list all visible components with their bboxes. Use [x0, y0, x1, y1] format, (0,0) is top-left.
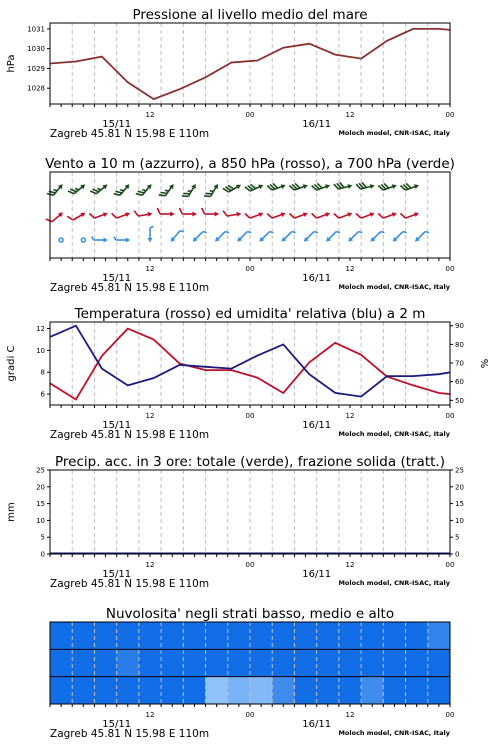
pressure-date-label: 16/11: [302, 119, 332, 130]
cloud-cell-alto: [406, 622, 429, 649]
wind-barb-flag: [89, 212, 94, 219]
rh-y-axis-label: %: [480, 358, 491, 369]
precip-y2-tick-label: 10: [455, 516, 464, 525]
pressure-series-line-point: [257, 60, 258, 61]
rh-y2-tick-label: 80: [455, 340, 464, 349]
cloud-cell-alto: [250, 622, 273, 649]
temp-y-axis-label: gradi C: [6, 345, 17, 382]
cloud-cell-alto: [228, 622, 251, 649]
rh-series-line-point: [412, 375, 413, 376]
wind-barb-flag: [157, 208, 160, 214]
cloud-cell-basso: [117, 677, 140, 704]
cloud-cell-medio: [317, 649, 340, 676]
rh-series-line-point: [153, 377, 154, 378]
cloud-cell-medio: [183, 649, 206, 676]
temp-date-label: 15/11: [102, 420, 132, 431]
temp-model-credit: Moloch model, CNR-ISAC, Italy: [338, 430, 450, 438]
wind-location-label: Zagreb 45.81 N 15.98 E 110m: [50, 282, 210, 294]
wind-barb-head: [392, 183, 398, 189]
temp-series-line-point: [335, 342, 336, 343]
wind-barb: [90, 180, 109, 198]
wind-barb: [182, 181, 198, 200]
cloud-cell-basso: [72, 677, 95, 704]
cloud-cell-alto: [294, 622, 317, 649]
temp-series-line-point: [101, 355, 102, 356]
pressure-series-line-point: [205, 77, 206, 78]
pressure-x-tick-label: 00: [445, 111, 455, 119]
wind-barb-flag: [223, 210, 227, 216]
wind-barb-head: [236, 183, 242, 190]
precip-y-tick-label: 10: [36, 516, 45, 525]
precip-date-label: 15/11: [102, 569, 132, 580]
wind-barb: [157, 208, 175, 217]
pressure-model-credit: Moloch model, CNR-ISAC, Italy: [338, 129, 450, 137]
wind-barb-half-flag: [114, 237, 116, 241]
cloud-cell-medio: [406, 649, 429, 676]
wind-barb: [312, 180, 331, 194]
rh-y2-tick-label: 90: [455, 322, 464, 331]
wind-barb: [280, 228, 296, 244]
rh-series-line-point: [205, 366, 206, 367]
cloud-cell-alto: [139, 622, 162, 649]
temp-title: Temperatura (rosso) ed umidita' relativa (blu) a 2 m: [74, 306, 426, 322]
cloud-cell-medio: [206, 649, 229, 676]
pressure-series-line-point: [361, 58, 362, 59]
wind-barb-head: [191, 183, 198, 189]
wind-barb: [202, 208, 220, 217]
temp-series-line-point: [361, 354, 362, 355]
wind-barb: [67, 208, 86, 224]
rh-series-line-point: [75, 325, 76, 326]
cloud-cell-basso: [183, 677, 206, 704]
wind-barb: [334, 208, 353, 222]
precip-location-label: Zagreb 45.81 N 15.98 E 110m: [50, 578, 210, 590]
wind-barb-flag: [112, 212, 117, 219]
rh-series-line-point: [127, 385, 128, 386]
cloud-cell-basso: [94, 677, 117, 704]
temp-series-line-point: [309, 362, 310, 363]
wind-barb: [302, 228, 318, 244]
wind-barb-half-flag: [381, 230, 385, 234]
wind-barb-head: [80, 211, 86, 218]
wind-barb: [179, 208, 197, 217]
cloud-cell-medio: [272, 649, 295, 676]
rh-y2-tick-label: 60: [455, 378, 464, 387]
temp-y-tick-label: 12: [36, 325, 45, 334]
cloud-cell-alto: [339, 622, 362, 649]
pressure-series-line-point: [412, 28, 413, 29]
wind-barb: [369, 228, 385, 244]
wind-barb: [356, 208, 375, 222]
cloud-cell-alto: [206, 622, 229, 649]
clouds-x-tick-label: 00: [245, 711, 255, 719]
precip-x-tick-label: 12: [145, 561, 155, 569]
rh-series-line-point: [361, 396, 362, 397]
wind-barb: [324, 228, 340, 244]
wind-barb-half-flag: [403, 230, 407, 234]
wind-barb: [312, 208, 331, 222]
rh-series-line-point: [101, 368, 102, 369]
pressure-y-tick-label: 1030: [27, 45, 45, 54]
wind-barb-head: [347, 183, 353, 189]
cloud-cell-basso: [361, 677, 384, 704]
cloud-cell-basso: [339, 677, 362, 704]
precip-date-label: 16/11: [302, 569, 332, 580]
temp-y-tick-label: 8: [40, 368, 45, 377]
cloud-cell-medio: [117, 649, 140, 676]
pressure-series-line-point: [283, 47, 284, 48]
clouds-date-label: 16/11: [302, 719, 332, 730]
wind-barb: [258, 228, 274, 244]
wind-barb-half-flag: [92, 237, 94, 241]
wind-barb: [378, 180, 397, 194]
wind-barb-half-flag: [270, 230, 274, 234]
cloud-cell-medio: [72, 649, 95, 676]
cloud-cell-basso: [428, 677, 451, 704]
wind-barb-half-flag: [425, 230, 429, 234]
precip-y-tick-label: 5: [40, 533, 45, 542]
pressure-series-line-point: [153, 98, 154, 99]
wind-date-label: 16/11: [302, 273, 332, 284]
wind-barb: [391, 228, 407, 244]
wind-barb-head: [170, 212, 175, 217]
wind-barb: [112, 208, 131, 222]
wind-barb-flag: [289, 212, 294, 219]
cloud-cell-medio: [161, 649, 184, 676]
clouds-x-tick-label: 12: [145, 711, 155, 719]
pressure-title: Pressione al livello medio del mare: [132, 7, 368, 23]
wind-barb: [401, 180, 420, 194]
wind-barb: [267, 180, 286, 194]
wind-barb-head: [214, 183, 221, 189]
wind-barb-head: [347, 211, 353, 217]
precip-x-tick-label: 12: [345, 561, 355, 569]
wind-barb-head: [236, 211, 241, 217]
precip-y2-tick-label: 5: [455, 533, 460, 542]
cloud-cell-basso: [383, 677, 406, 704]
wind-x-tick-label: 00: [245, 265, 255, 273]
pressure-y-tick-label: 1028: [27, 84, 45, 93]
wind-x-tick-label: 00: [445, 265, 455, 273]
cloud-cell-basso: [272, 677, 295, 704]
temp-series-line-point: [257, 377, 258, 378]
temp-date-label: 16/11: [302, 420, 332, 431]
pressure-location-label: Zagreb 45.81 N 15.98 E 110m: [50, 128, 210, 140]
wind-date-label: 15/11: [102, 273, 132, 284]
wind-barb-head: [103, 211, 109, 217]
wind-barb: [289, 208, 308, 222]
wind-barb-flag: [401, 212, 406, 219]
precip-y2-tick-label: 0: [455, 550, 460, 559]
wind-barb-head: [325, 211, 331, 217]
cloud-cell-alto: [161, 622, 184, 649]
wind-barb-head: [303, 211, 309, 217]
cloud-cell-alto: [361, 622, 384, 649]
clouds-location-label: Zagreb 45.81 N 15.98 E 110m: [50, 728, 210, 740]
wind-barb-head: [192, 212, 197, 217]
wind-barb: [148, 226, 154, 242]
cloud-cell-alto: [383, 622, 406, 649]
wind-barb-flag: [134, 210, 138, 216]
rh-y2-tick-label: 70: [455, 359, 464, 368]
wind-barb-flag: [245, 212, 250, 219]
wind-barb: [378, 208, 397, 222]
wind-barb: [413, 228, 429, 244]
wind-barb: [245, 208, 264, 222]
wind-barb-flag: [46, 217, 52, 224]
temp-series-line-point: [283, 392, 284, 393]
wind-barb: [68, 180, 87, 198]
wind-barb-head: [325, 183, 331, 189]
cloud-cell-medio: [428, 649, 451, 676]
wind-barb: [89, 208, 108, 222]
wind-barb-head: [148, 238, 153, 243]
wind-barb: [204, 181, 220, 200]
pressure-series-line-point: [386, 40, 387, 41]
clouds-x-tick-label: 12: [345, 711, 355, 719]
wind-barb-head: [104, 238, 109, 243]
wind-barb-head: [125, 211, 131, 217]
cloud-cell-alto: [183, 622, 206, 649]
temp-series-line-point: [127, 328, 128, 329]
precip-model-credit: Moloch model, CNR-ISAC, Italy: [338, 579, 450, 587]
precip-title: Precip. acc. in 3 ore: totale (verde), frazione solida (tratt.): [55, 454, 445, 470]
pressure-series-line-point: [127, 82, 128, 83]
rh-series-line-point: [438, 374, 439, 375]
cloud-cell-alto: [94, 622, 117, 649]
cloud-cell-medio: [294, 649, 317, 676]
wind-barb-head: [126, 238, 130, 243]
wind-barb-head: [392, 211, 398, 217]
wind-barb: [401, 208, 420, 222]
wind-barb-half-flag: [150, 226, 154, 228]
cloud-cell-alto: [50, 622, 73, 649]
wind-barb-half-flag: [358, 230, 362, 234]
wind-barb-flag: [334, 212, 339, 219]
pressure-series-line-point: [309, 43, 310, 44]
temp-series-line-point: [231, 369, 232, 370]
temp-series-line-point: [438, 392, 439, 393]
rh-series-line-point: [257, 355, 258, 356]
cloud-cell-basso: [250, 677, 273, 704]
wind-barb: [213, 228, 229, 244]
temp-series-line-point: [412, 385, 413, 386]
pressure-series-line-point: [101, 56, 102, 57]
wind-barb: [356, 180, 375, 193]
wind-barb-head: [148, 211, 153, 217]
cloud-cell-basso: [228, 677, 251, 704]
pressure-y-tick-label: 1029: [27, 64, 45, 73]
cloud-cell-medio: [361, 649, 384, 676]
wind-x-tick-label: 12: [145, 265, 155, 273]
pressure-date-label: 15/11: [102, 119, 132, 130]
temp-y-tick-label: 6: [40, 390, 45, 399]
cloud-cell-medio: [339, 649, 362, 676]
wind-barb-head: [414, 183, 420, 189]
cloud-cell-alto: [272, 622, 295, 649]
clouds-x-tick-label: 00: [445, 711, 455, 719]
rh-y2-tick-label: 50: [455, 396, 464, 405]
wind-barb: [346, 228, 362, 244]
wind-barb-flag: [356, 212, 361, 219]
wind-barb: [245, 180, 264, 195]
precip-y2-tick-label: 15: [455, 500, 464, 509]
pressure-y-axis-label: hPa: [6, 54, 17, 73]
wind-barb-flag: [378, 212, 383, 219]
wind-barb-half-flag: [247, 230, 251, 234]
wind-barb: [81, 238, 85, 242]
cloud-cell-basso: [406, 677, 429, 704]
precip-x-tick-label: 00: [445, 561, 455, 569]
temp-series-line-point: [153, 339, 154, 340]
wind-barb-flag: [267, 212, 272, 219]
wind-barb: [267, 208, 286, 222]
wind-barb-head: [281, 211, 287, 217]
pressure-x-tick-label: 12: [345, 111, 355, 119]
cloud-cell-medio: [50, 649, 73, 676]
cloud-cell-medio: [94, 649, 117, 676]
temp-series-line-point: [75, 399, 76, 400]
wind-barb-head: [258, 183, 264, 189]
wind-barb-head: [414, 211, 420, 217]
cloud-cell-basso: [294, 677, 317, 704]
temp-series-line-point: [205, 369, 206, 370]
wind-barb-head: [258, 211, 264, 217]
temp-series-line-point: [179, 363, 180, 364]
pressure-series-line-point: [231, 62, 232, 63]
pressure-series-line-point: [335, 54, 336, 55]
rh-series-line-point: [231, 368, 232, 369]
temp-x-tick-label: 00: [245, 412, 255, 420]
wind-barb-head: [303, 183, 309, 189]
pressure-series-line-point: [179, 89, 180, 90]
rh-series-line-point: [386, 375, 387, 376]
wind-barb-flag: [179, 208, 182, 214]
pressure-y-tick-label: 1031: [27, 25, 45, 34]
temp-location-label: Zagreb 45.81 N 15.98 E 110m: [50, 429, 210, 441]
wind-barb-head: [369, 211, 375, 217]
rh-series-line-point: [309, 374, 310, 375]
pressure-x-tick-label: 12: [145, 111, 155, 119]
wind-barb-flag: [312, 212, 317, 219]
wind-title: Vento a 10 m (azzurro), a 850 hPa (rosso), a 700 hPa (verde): [45, 156, 455, 172]
cloud-cell-alto: [317, 622, 340, 649]
cloud-cell-basso: [139, 677, 162, 704]
precip-y-axis-label: mm: [6, 502, 17, 522]
wind-barb: [223, 180, 242, 196]
precip-y-tick-label: 25: [36, 466, 45, 475]
wind-barb: [169, 228, 184, 244]
cloud-cell-medio: [228, 649, 251, 676]
precip-y-tick-label: 15: [36, 500, 45, 509]
wind-barb: [223, 208, 242, 219]
pressure-series-line-point: [438, 28, 439, 29]
pressure-x-tick-label: 00: [245, 111, 255, 119]
wind-barb: [191, 228, 207, 244]
precip-y-tick-label: 20: [36, 483, 45, 492]
clouds-model-credit: Moloch model, CNR-ISAC, Italy: [338, 729, 450, 737]
pressure-series-line-point: [75, 61, 76, 62]
cloud-cell-medio: [139, 649, 162, 676]
clouds-title: Nuvolosita' negli strati basso, medio e alto: [105, 606, 395, 622]
wind-barb: [334, 180, 353, 193]
precip-x-tick-label: 00: [245, 561, 255, 569]
cloud-cell-medio: [383, 649, 406, 676]
wind-model-credit: Moloch model, CNR-ISAC, Italy: [338, 283, 450, 291]
wind-calm-circle: [59, 238, 63, 242]
precip-y-tick-label: 0: [40, 550, 45, 559]
cloud-cell-basso: [50, 677, 73, 704]
wind-barb: [59, 238, 63, 242]
temp-x-tick-label: 12: [145, 412, 155, 420]
cloud-cell-alto: [428, 622, 451, 649]
wind-barb-half-flag: [292, 230, 296, 234]
cloud-cell-alto: [72, 622, 95, 649]
wind-barb: [134, 208, 153, 219]
temp-y-tick-label: 10: [36, 346, 45, 355]
wind-barb-half-flag: [314, 230, 318, 234]
rh-series-line-point: [335, 392, 336, 393]
cloud-cell-basso: [317, 677, 340, 704]
wind-barb-flag: [202, 208, 205, 214]
precip-y2-tick-label: 25: [455, 466, 464, 475]
wind-barb-half-flag: [203, 230, 207, 234]
wind-barb: [46, 208, 65, 226]
cloud-cell-medio: [250, 649, 273, 676]
clouds-date-label: 15/11: [102, 719, 132, 730]
wind-barb-head: [370, 183, 376, 189]
temp-x-tick-label: 12: [345, 412, 355, 420]
rh-series-line-point: [179, 364, 180, 365]
wind-barb: [289, 180, 308, 194]
cloud-cell-basso: [161, 677, 184, 704]
wind-barb: [235, 228, 251, 244]
precip-y2-tick-label: 20: [455, 483, 464, 492]
wind-barb-head: [281, 183, 287, 189]
wind-barb-head: [215, 212, 220, 217]
cloud-cell-alto: [117, 622, 140, 649]
cloud-cell-basso: [206, 677, 229, 704]
rh-series-line-point: [283, 344, 284, 345]
wind-calm-circle: [81, 238, 85, 242]
temp-x-tick-label: 00: [445, 412, 455, 420]
wind-x-tick-label: 12: [345, 265, 355, 273]
wind-barb-half-flag: [225, 230, 229, 234]
wind-barb-half-flag: [336, 230, 340, 234]
